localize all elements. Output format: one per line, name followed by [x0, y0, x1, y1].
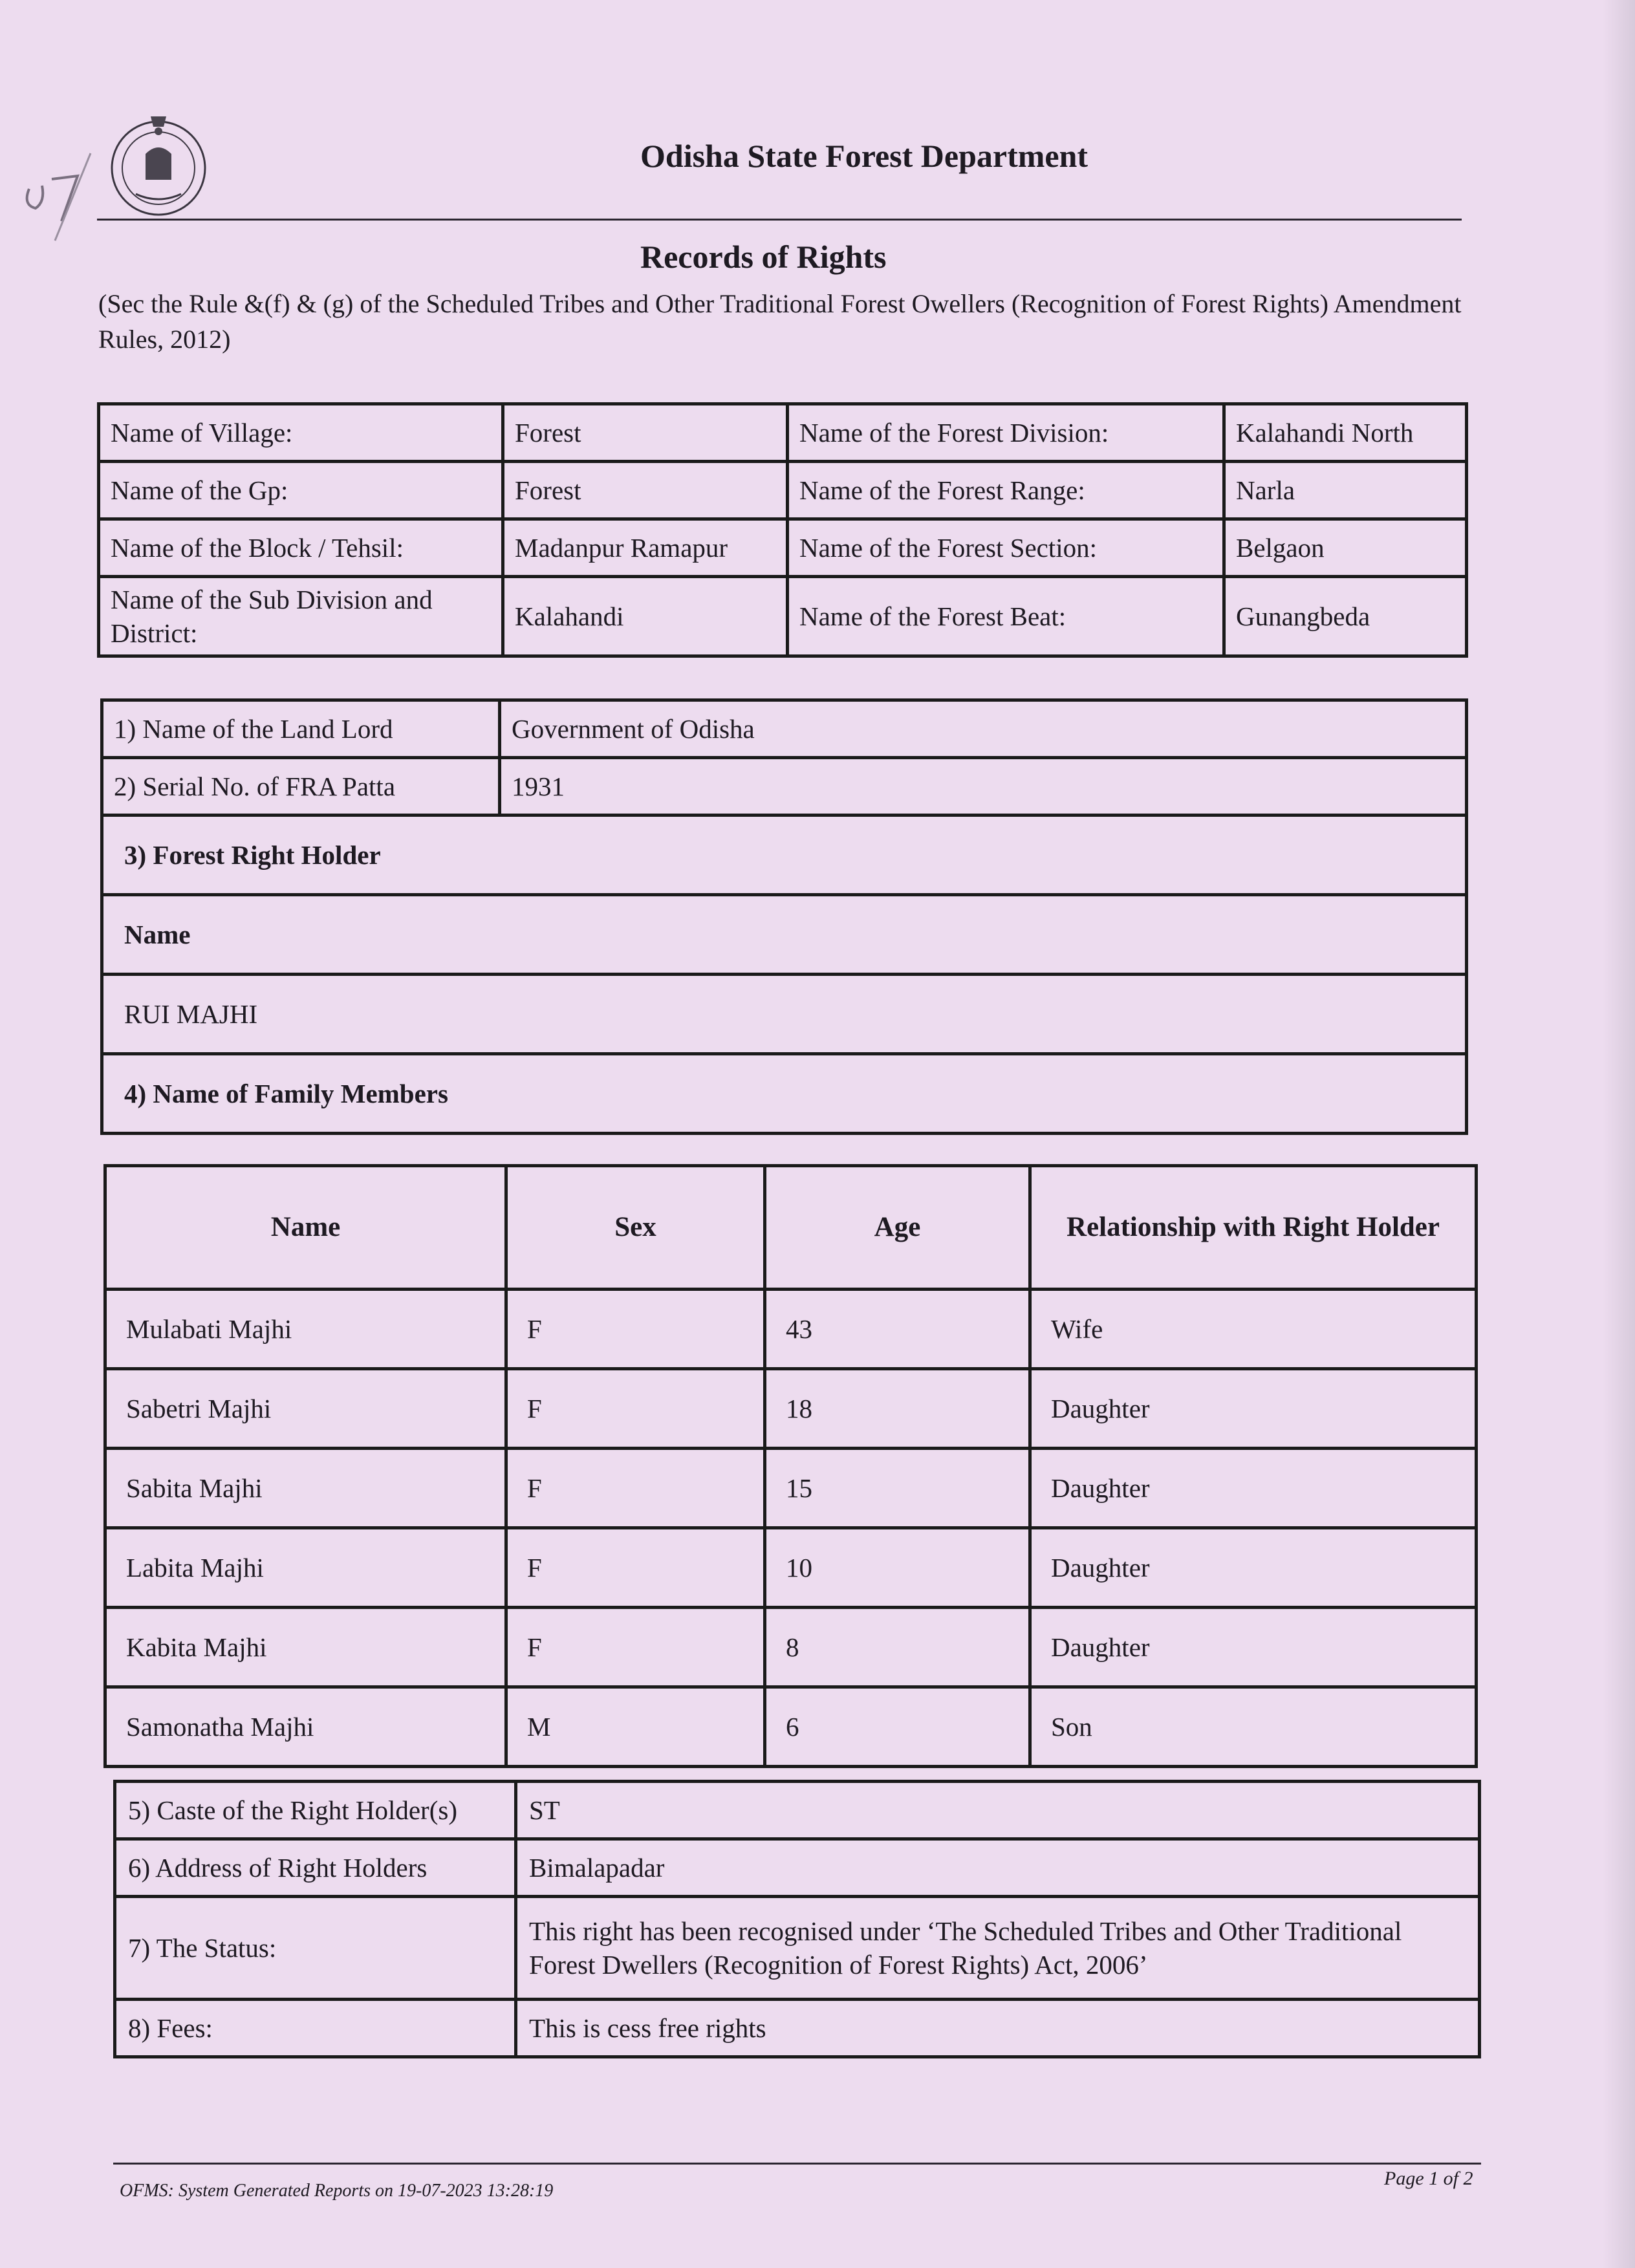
table-row: [99, 404, 1467, 462]
footer-divider: [113, 2163, 1481, 2165]
label-address: 6) Address of Right Holders: [115, 1839, 516, 1897]
table-row: [99, 462, 1467, 519]
table-row: [102, 758, 1467, 815]
member-name: Mulabati Majhi: [105, 1290, 506, 1369]
value-forest-range: Narla: [1224, 462, 1467, 519]
member-sex: F: [506, 1608, 765, 1687]
label-gp: Name of the Gp:: [99, 462, 503, 519]
label-caste: 5) Caste of the Right Holder(s): [115, 1782, 516, 1839]
value-serial-no: 1931: [500, 758, 1467, 815]
section-right-holder: 3) Forest Right Holder: [102, 815, 1467, 895]
record-table: [100, 698, 1468, 1135]
value-fees: This is cess free rights: [516, 2000, 1480, 2057]
table-header-row: [105, 1166, 1477, 1290]
column-header-name: Name: [105, 1166, 506, 1290]
page-number: Page 1 of 2: [1384, 2168, 1473, 2189]
member-relation: Daughter: [1030, 1449, 1477, 1528]
label-forest-division: Name of the Forest Division:: [788, 404, 1224, 462]
status-line-1: This right has been recognised under ‘The Scheduled Tribes and Other Traditional: [529, 1916, 1402, 1946]
details-table: [113, 1780, 1481, 2058]
member-name: Kabita Majhi: [105, 1608, 506, 1687]
member-age: 6: [765, 1687, 1030, 1767]
table-row: [102, 1054, 1467, 1134]
column-header-age: Age: [765, 1166, 1030, 1290]
value-forest-section: Belgaon: [1224, 519, 1467, 577]
table-row: [115, 2000, 1480, 2057]
table-row: [105, 1449, 1477, 1528]
table-row: [105, 1369, 1477, 1449]
value-status: [516, 1897, 1480, 2000]
header-divider: [97, 219, 1462, 221]
member-sex: F: [506, 1528, 765, 1608]
value-land-lord: Government of Odisha: [500, 700, 1467, 758]
label-village: Name of Village:: [99, 404, 503, 462]
table-row: [99, 519, 1467, 577]
document-title: Records of Rights: [640, 239, 887, 275]
member-relation: Daughter: [1030, 1369, 1477, 1449]
label-block: Name of the Block / Tehsil:: [99, 519, 503, 577]
system-generated-note: OFMS: System Generated Reports on 19-07-2023 13:28:19: [120, 2181, 554, 2201]
member-name: Sabita Majhi: [105, 1449, 506, 1528]
table-row: [105, 1687, 1477, 1767]
section-family-members: 4) Name of Family Members: [102, 1054, 1467, 1134]
label-status: 7) The Status:: [115, 1897, 516, 2000]
value-caste: ST: [516, 1782, 1480, 1839]
label-forest-range: Name of the Forest Range:: [788, 462, 1224, 519]
member-age: 10: [765, 1528, 1030, 1608]
table-row: [99, 577, 1467, 656]
member-relation: Son: [1030, 1687, 1477, 1767]
member-age: 15: [765, 1449, 1030, 1528]
table-row: [105, 1608, 1477, 1687]
member-age: 43: [765, 1290, 1030, 1369]
value-forest-division: Kalahandi North: [1224, 404, 1467, 462]
table-row: [105, 1528, 1477, 1608]
member-relation: Daughter: [1030, 1528, 1477, 1608]
member-name: Labita Majhi: [105, 1528, 506, 1608]
column-header-relationship: Relationship with Right Holder: [1030, 1166, 1477, 1290]
member-name: Samonatha Majhi: [105, 1687, 506, 1767]
member-sex: F: [506, 1290, 765, 1369]
label-serial-no: 2) Serial No. of FRA Patta: [102, 758, 500, 815]
page-edge-shadow: [1603, 0, 1635, 2268]
value-forest-beat: Gunangbeda: [1224, 577, 1467, 656]
odisha-emblem-icon: [107, 109, 210, 220]
status-line-2: Forest Dwellers (Recognition of Forest Rights) Act, 2006’: [529, 1950, 1148, 1980]
value-village: Forest: [503, 404, 788, 462]
table-row: [105, 1290, 1477, 1369]
table-row: [115, 1897, 1480, 2000]
table-row: [102, 700, 1467, 758]
column-header-sex: Sex: [506, 1166, 765, 1290]
member-relation: Daughter: [1030, 1608, 1477, 1687]
right-holder-name: RUI MAJHI: [102, 975, 1467, 1054]
rule-reference: (Sec the Rule &(f) & (g) of the Scheduled Tribes and Other Traditional Forest Owellers (Recognition of Forest Rights) Amendment Rules, 2012): [98, 289, 1462, 354]
value-address: Bimalapadar: [516, 1839, 1480, 1897]
member-age: 8: [765, 1608, 1030, 1687]
table-row: [102, 895, 1467, 975]
department-title: Odisha State Forest Department: [640, 138, 1088, 174]
value-subdivision: Kalahandi: [503, 577, 788, 656]
member-sex: F: [506, 1369, 765, 1449]
member-sex: F: [506, 1449, 765, 1528]
table-row: [102, 975, 1467, 1054]
table-row: [115, 1782, 1480, 1839]
label-forest-beat: Name of the Forest Beat:: [788, 577, 1224, 656]
member-relation: Wife: [1030, 1290, 1477, 1369]
value-block: Madanpur Ramapur: [503, 519, 788, 577]
table-row: [102, 815, 1467, 895]
family-members-table: [103, 1164, 1478, 1768]
member-age: 18: [765, 1369, 1030, 1449]
value-gp: Forest: [503, 462, 788, 519]
location-table: [97, 402, 1468, 658]
label-subdivision: Name of the Sub Division and District:: [99, 577, 503, 656]
member-name: Sabetri Majhi: [105, 1369, 506, 1449]
label-forest-section: Name of the Forest Section:: [788, 519, 1224, 577]
label-land-lord: 1) Name of the Land Lord: [102, 700, 500, 758]
name-heading: Name: [102, 895, 1467, 975]
table-row: [115, 1839, 1480, 1897]
handwritten-mark: [16, 150, 113, 247]
member-sex: M: [506, 1687, 765, 1767]
label-fees: 8) Fees:: [115, 2000, 516, 2057]
